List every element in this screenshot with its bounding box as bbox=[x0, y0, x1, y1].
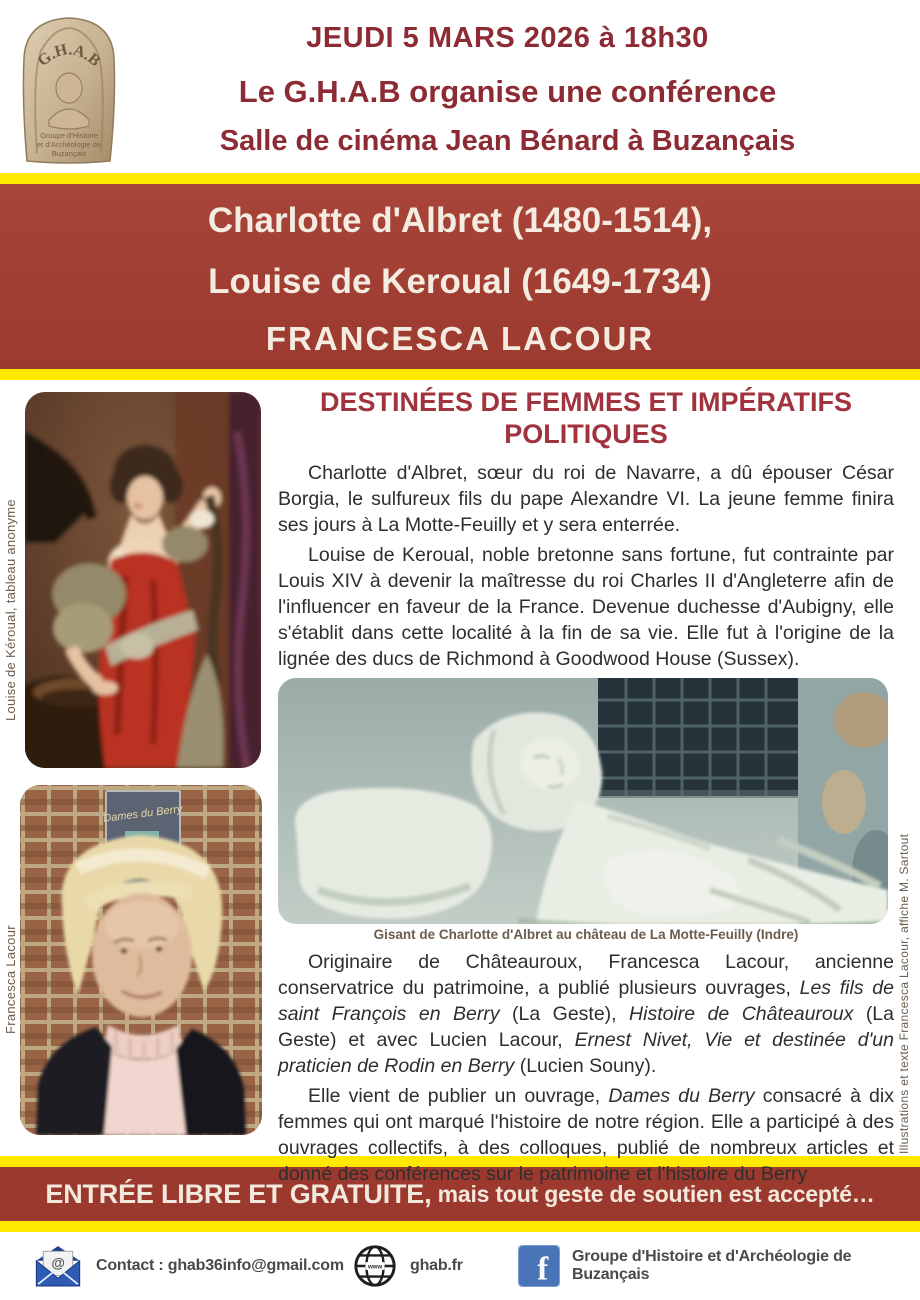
website-link[interactable] bbox=[352, 1232, 463, 1300]
contact-email-label: Contact : ghab36info@gmail.com bbox=[96, 1257, 344, 1274]
portrait-caption-vertical: Louise de Kéroual, tableau anonyme bbox=[3, 499, 18, 721]
main-content bbox=[0, 380, 920, 1185]
facebook-link[interactable] bbox=[518, 1232, 920, 1300]
logo-subline-2: et d'Archéologie de bbox=[37, 140, 101, 149]
paragraph-bio-1: Originaire de Châteauroux, Francesca Lacour, ancienne conservatrice du patrimoine, a publié plusieurs ouvrages, Les fils de saint François en Berry (La Geste), Histoire de Châteauroux (La Geste) et avec Lucien Lacour, Ernest Nivet, Vie et destinée d'un praticien de Rodin en Berry (Lucien Souny). bbox=[278, 950, 895, 1077]
logo-acronym: G.H.A.B bbox=[34, 41, 104, 70]
envelope-icon bbox=[32, 1243, 84, 1289]
photo-caption-vertical: Francesca Lacour bbox=[3, 925, 18, 1035]
book-cover-label: Dames du Berry bbox=[102, 803, 184, 825]
title-line-1: Charlotte d'Albret (1480-1514), bbox=[207, 201, 713, 240]
at-glyph: @ bbox=[51, 1254, 65, 1271]
gisant-statue-image bbox=[278, 678, 888, 924]
contact-email-link[interactable] bbox=[32, 1232, 344, 1300]
event-organizer-line: Le G.H.A.B organise une conférence bbox=[238, 74, 777, 109]
event-venue-line: Salle de cinéma Jean Bénard à Buzançais bbox=[219, 125, 796, 157]
www-glyph: www bbox=[368, 1263, 382, 1271]
logo-subline-3: Buzançais bbox=[51, 149, 87, 158]
title-line-2: Louise de Keroual (1649-1734) bbox=[208, 262, 712, 301]
logo-subline-1: Groupe d'Histoire bbox=[39, 131, 99, 140]
photo-francesca-lacour bbox=[20, 785, 262, 1135]
gisant-photo bbox=[278, 678, 888, 924]
paragraph-louise: Louise de Keroual, noble bretonne sans fortune, fut contrainte par Louis XIV à devenir la maîtresse du roi Charles II d'Angleterre afin de l'influencer en faveur de la France. Devenue duchesse d'Aubigny, elle s'établit dans cette localité à la fin de sa vie. Elle fut à l'origine de la lignée des ducs de Richmond à Goodwood House (Sussex). bbox=[278, 543, 894, 670]
speaker-name: FRANCESCA LACOUR bbox=[265, 320, 655, 357]
header-titles bbox=[95, 0, 920, 158]
facebook-f-glyph: f bbox=[537, 1251, 549, 1287]
yellow-stripe-bottom bbox=[0, 1221, 920, 1232]
paragraph-charlotte: Charlotte d'Albret, sœur du roi de Navarre, a dû épouser César Borgia, le sulfureux fils du pape Alexandre VI. La jeune femme finira ses jours à La Motte-Feuilly et y sera enterrée. bbox=[278, 461, 894, 536]
heading-line-1: DESTINÉES DE FEMMES ET IMPÉRATIFS bbox=[319, 387, 853, 417]
yellow-stripe-2 bbox=[0, 369, 920, 380]
credit-vertical: Illustrations et texte Francesca Lacour, affiche M. Sartout bbox=[897, 833, 911, 1154]
facebook-icon bbox=[518, 1245, 560, 1287]
lecture-title-heading bbox=[278, 386, 894, 451]
text-column bbox=[278, 386, 894, 1191]
event-date-line: JEUDI 5 MARS 2026 à 18h30 bbox=[306, 22, 709, 54]
title-banner bbox=[0, 184, 920, 369]
contact-footer bbox=[0, 1232, 920, 1300]
admission-bold-text: ENTRÉE LIBRE ET GRATUITE, bbox=[45, 1178, 432, 1209]
portrait-louise-de-keroual bbox=[25, 392, 261, 768]
facebook-label: Groupe d'Histoire et d'Archéologie de Buzançais bbox=[572, 1248, 852, 1283]
portrait-painting-image bbox=[25, 392, 261, 768]
admission-rest-text: mais tout geste de soutien est accepté… bbox=[431, 1180, 875, 1207]
globe-icon bbox=[352, 1243, 398, 1289]
speaker-photo-image bbox=[20, 785, 262, 1135]
yellow-stripe-top bbox=[0, 173, 920, 184]
poster-header bbox=[0, 0, 920, 173]
gisant-caption: Gisant de Charlotte d'Albret au château de La Motte-Feuilly (Indre) bbox=[373, 926, 799, 942]
paragraph-bio-2: Elle vient de publier un ouvrage, Dames du Berry consacré à dix femmes qui ont marqué l'histoire de notre région. Elle a participé à des ouvrages collectifs, à des colloques, publié de nombreux articles et donné des conférences sur le patrimoine et l'histoire du Berry bbox=[278, 1084, 894, 1185]
heading-line-2: POLITIQUES bbox=[504, 419, 668, 450]
website-label: ghab.fr bbox=[410, 1257, 463, 1274]
